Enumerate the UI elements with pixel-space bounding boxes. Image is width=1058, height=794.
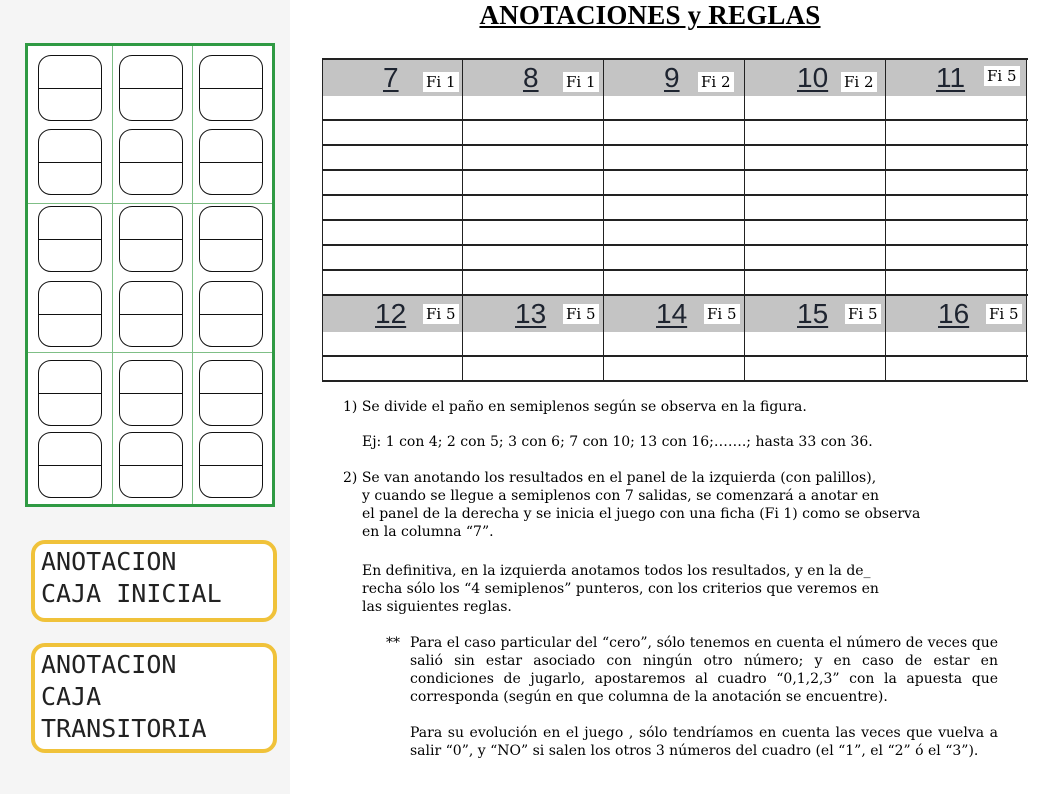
zero-rule-bullet: ** — [386, 635, 400, 651]
semipleno-box[interactable] — [119, 55, 183, 121]
rule-1: 1) Se divide el paño en semiplenos según se observa en la figura. — [343, 399, 807, 415]
column-number: 13 — [515, 298, 547, 329]
semipleno-box[interactable] — [38, 206, 102, 272]
table-row — [322, 146, 1028, 171]
page-title: ANOTACIONES y REGLAS — [479, 0, 821, 30]
label-line: CAJA INICIAL — [41, 579, 222, 608]
fi-tag: Fi 1 — [423, 72, 459, 92]
column-header — [463, 296, 604, 332]
column-header — [604, 296, 745, 332]
column-number: 8 — [523, 62, 539, 93]
semipleno-box[interactable] — [38, 360, 102, 426]
annotation-table — [322, 58, 1028, 382]
rule-2-line: 2) Se van anotando los resultados en el panel de la izquierda (con palillos), — [343, 470, 877, 486]
column-number: 14 — [656, 298, 688, 329]
definition-line: las siguientes reglas. — [362, 599, 512, 615]
semipleno-grid — [25, 43, 275, 507]
table-row — [322, 332, 1028, 357]
semipleno-box[interactable] — [199, 206, 263, 272]
column-header — [886, 60, 1027, 96]
table-row — [322, 171, 1028, 196]
semipleno-box[interactable] — [119, 360, 183, 426]
fi-tag: Fi 2 — [698, 72, 734, 92]
header-band-top — [322, 58, 1028, 96]
fi-tag: Fi 5 — [704, 304, 740, 324]
column-header — [322, 296, 463, 332]
rule-1-example: Ej: 1 con 4; 2 con 5; 3 con 6; 7 con 10; 13 con 16;…….; hasta 33 con 36. — [362, 434, 873, 450]
table-row — [322, 357, 1028, 382]
definition-line: En definitiva, en la izquierda anotamos todos los resultados, y en la de_ — [362, 563, 871, 579]
fi-tag: Fi 5 — [984, 66, 1020, 86]
semipleno-box[interactable] — [38, 432, 102, 498]
grid-vline-1 — [112, 46, 113, 504]
semipleno-box[interactable] — [199, 129, 263, 195]
fi-tag: Fi 5 — [845, 304, 881, 324]
label-caja-inicial — [31, 540, 277, 622]
semipleno-box[interactable] — [38, 55, 102, 121]
semipleno-box[interactable] — [199, 432, 263, 498]
fi-tag: Fi 5 — [423, 304, 459, 324]
header-band-bottom — [322, 296, 1028, 332]
table-row — [322, 221, 1028, 246]
column-number: 15 — [797, 298, 829, 329]
table-rows-bottom — [322, 332, 1028, 382]
column-number: 7 — [383, 62, 399, 93]
grid-hline-2 — [28, 352, 272, 353]
zero-rule-evolution: Para su evolución en el juego , sólo tendríamos en cuenta las veces que vuelva a salir “0”, y “NO” si salen los otros 3 números del cuadro (el “1”, el “2” ó el “3”). — [410, 725, 998, 759]
semipleno-box[interactable] — [119, 129, 183, 195]
column-number: 11 — [936, 62, 966, 93]
table-row — [322, 271, 1028, 296]
semipleno-box[interactable] — [199, 281, 263, 347]
label-line: ANOTACION — [41, 547, 177, 576]
table-row — [322, 121, 1028, 146]
rule-2-line: y cuando se llegue a semiplenos con 7 salidas, se comenzará a anotar en — [362, 488, 880, 504]
grid-vline-2 — [192, 46, 193, 504]
fi-tag: Fi 5 — [986, 304, 1022, 324]
label-line: TRANSITORIA — [41, 714, 207, 743]
column-number: 16 — [938, 298, 970, 329]
column-number: 9 — [664, 62, 680, 93]
rule-2-line: el panel de la derecha y se inicia el juego con una ficha (Fi 1) como se observa — [362, 506, 921, 522]
semipleno-box[interactable] — [119, 281, 183, 347]
column-header — [322, 60, 463, 96]
column-header — [745, 296, 886, 332]
label-line: ANOTACION — [41, 650, 177, 679]
rule-2-line: en la columna “7”. — [362, 524, 494, 540]
grid-hline-1 — [28, 203, 272, 204]
semipleno-box[interactable] — [119, 206, 183, 272]
fi-tag: Fi 1 — [563, 72, 599, 92]
table-row — [322, 96, 1028, 121]
zero-rule-text: Para el caso particular del “cero”, sólo tenemos en cuenta el número de veces que salió sin estar asociado con ningún otro número; y en caso de estar en condiciones de jugarlo, apostaremos al cuadro “0,1,2,3” con la apuesta que corresponda (según en que columna de la anotación se encuentre). — [410, 635, 998, 705]
table-row — [322, 196, 1028, 221]
semipleno-box[interactable] — [38, 281, 102, 347]
semipleno-box[interactable] — [199, 360, 263, 426]
table-row — [322, 246, 1028, 271]
label-caja-transitoria — [31, 643, 277, 753]
column-header — [886, 296, 1027, 332]
column-header — [745, 60, 886, 96]
fi-tag: Fi 5 — [563, 304, 599, 324]
definition-line: recha sólo los “4 semiplenos” punteros, con los criterios que veremos en — [362, 581, 879, 597]
semipleno-box[interactable] — [38, 129, 102, 195]
table-rows-top — [322, 96, 1028, 296]
fi-tag: Fi 2 — [841, 72, 877, 92]
column-header — [463, 60, 604, 96]
column-number: 12 — [375, 298, 407, 329]
semipleno-box[interactable] — [119, 432, 183, 498]
label-line: CAJA — [41, 682, 102, 711]
column-number: 10 — [797, 62, 829, 93]
column-header — [604, 60, 745, 96]
semipleno-box[interactable] — [199, 55, 263, 121]
